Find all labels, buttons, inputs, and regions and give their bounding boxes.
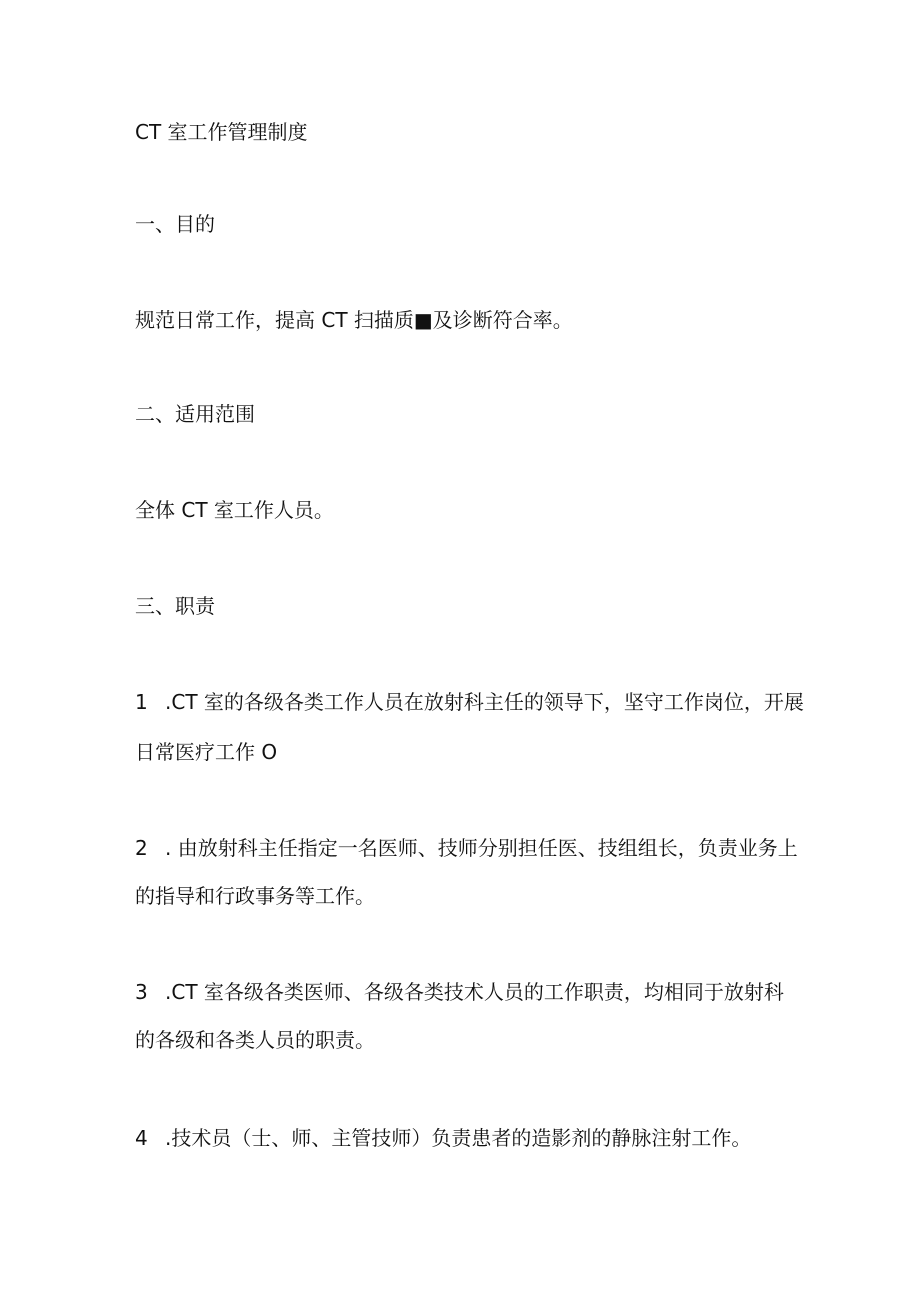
duty-item-number: 2 — [135, 836, 148, 860]
duty-item-text: .技术员（士、师、主管技师）负责患者的造影剂的静脉注射工作。 — [165, 1126, 752, 1150]
duty-item-2-continuation: 的指导和行政事务等工作。 — [135, 884, 375, 908]
duty-item-2 — [135, 834, 798, 862]
duty-item-4 — [135, 1124, 795, 1152]
duty-item-1 — [135, 688, 804, 716]
section-heading-purpose: 一、目的 — [135, 212, 215, 236]
duty-item-text: .CT 室各级各类医师、各级各类技术人员的工作职责，均相同于放射科 — [165, 980, 784, 1004]
duty-item-text: .CT 室的各级各类工作人员在放射科主任的领导下，坚守工作岗位，开展 — [165, 690, 804, 714]
duty-item-3 — [135, 978, 795, 1006]
duty-item-1-continuation: 日常医疗工作 O — [135, 740, 278, 764]
duty-item-3-continuation: 的各级和各类人员的职责。 — [135, 1028, 375, 1052]
duty-item-number: 3 — [135, 980, 148, 1004]
document-title: CT 室工作管理制度 — [135, 120, 308, 144]
section-text-purpose: 规范日常工作，提高 CT 扫描质■及诊断符合率。 — [135, 308, 573, 332]
section-heading-duties: 三、职责 — [135, 594, 215, 618]
duty-item-number: 4 — [135, 1126, 148, 1150]
section-heading-scope: 二、适用范围 — [135, 402, 255, 426]
duty-item-text: . 由放射科主任指定一名医师、技师分别担任医、技组组长，负责业务上 — [165, 836, 798, 860]
section-text-scope: 全体 CT 室工作人员。 — [135, 498, 334, 522]
duty-item-number: 1 — [135, 690, 148, 714]
